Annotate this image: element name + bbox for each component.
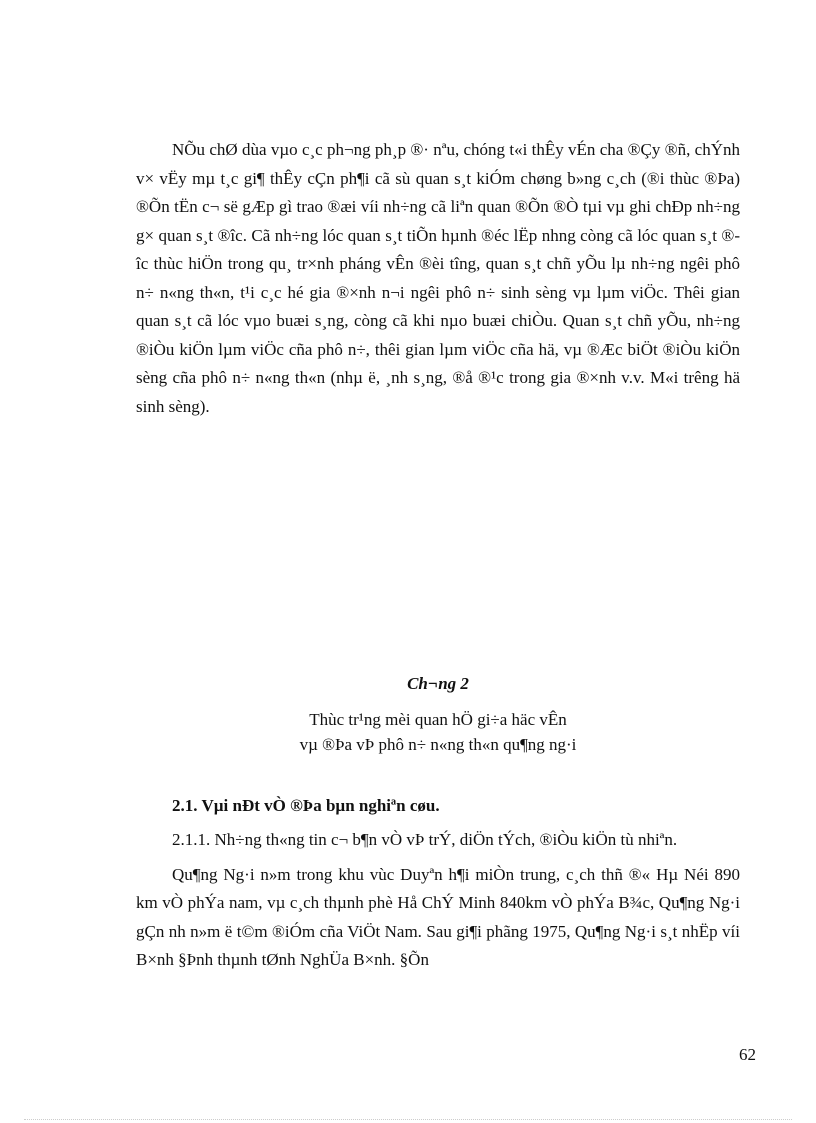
intro-paragraph: NÕu chØ dùa vµo c¸c ph¬ng ph¸p ®· nªu, chóng t«i thÊy vÉn cha ®Çy ®ñ, chÝnh v× vËy mµ t¸c gi¶ thÊy cÇn ph¶i cã sù quan s¸t kiÓm chøng b»ng c¸ch (®i thùc ®Þa) ®Õn tËn c¬ së gÆp gì trao ®æi víi nh÷ng cã liªn quan ®Õn ®Ò tµi vµ ghi chÐp nh÷ng g× quan s¸t ®îc. Cã nh÷ng lóc quan s¸t tiÕn hµnh ®éc lËp nhng còng cã lóc quan s¸t ®îc thùc hiÖn trong qu¸ tr×nh pháng vÊn ®èi tîng, quan s¸t chñ yÕu lµ nh÷ng ngêi phô n÷ n«ng th«n, t¹i c¸c hé gia ®×nh n¬i ngêi phô n÷ sinh sèng vµ lµm viÖc. Thêi gian quan s¸t cã lóc vµo buæi s¸ng, còng cã khi nµo buæi chiÒu. Quan s¸t chñ yÕu, nh÷ng ®iÒu kiÖn lµm viÖc cña phô n÷, thêi gian lµm viÖc cña hä, vµ ®Æc biÖt ®iÒu kiÖn sèng cña phô n÷ n«ng th«n (nhµ ë, ¸nh s¸ng, ®å ®¹c trong gia ®×nh v.v. M«i trêng hä sinh sèng). (136, 140, 740, 416)
page-number: 62 (739, 1045, 756, 1064)
intro-section (136, 136, 740, 421)
chapter-title-line-2: vµ ®Þa vÞ phô n÷ n«ng th«n qu¶ng ng·i (299, 735, 577, 754)
footer-divider (24, 1119, 792, 1120)
chapter-title (136, 707, 740, 757)
chapter-label: Ch¬ng 2 (407, 674, 469, 693)
body-paragraph: Qu¶ng Ng·i n»m trong khu vùc Duyªn h¶i miÒn trung, c¸ch thñ ®« Hµ Néi 890 km vÒ phÝa nam, vµ c¸ch thµnh phè Hå ChÝ Minh 840km vÒ phÝa B¾c, Qu¶ng Ng·i gÇn nh n»m ë t©m ®iÓm cña ViÖt Nam. Sau gi¶i phãng 1975, Qu¶ng Ng·i s¸t nhËp víi B×nh §Þnh thµnh tØnh NghÜa B×nh. §Õn (136, 864, 740, 969)
chapter-title-line-1: Thùc tr¹ng mèi quan hÖ gi÷a häc vÊn (309, 710, 567, 729)
subsection-heading: 2.1.1. Nh÷ng th«ng tin c¬ b¶n vÒ vÞ trÝ, diÖn tÝch, ®iÒu kiÖn tù nhiªn. (172, 830, 678, 849)
section-body (136, 826, 740, 975)
section-heading: 2.1. Vµi nÐt vÒ ®Þa bµn nghiªn cøu. (172, 796, 440, 815)
